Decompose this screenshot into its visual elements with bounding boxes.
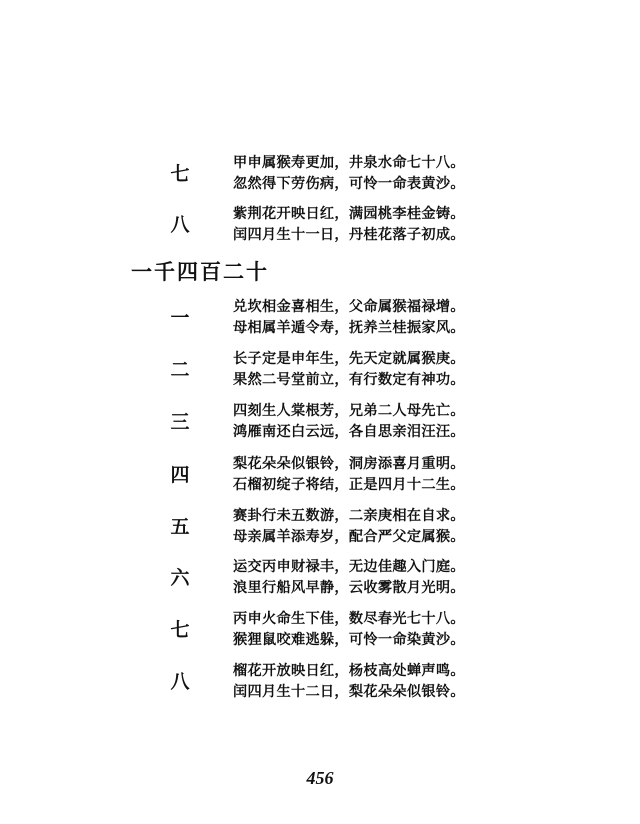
entry-number: 六	[170, 567, 190, 589]
verse-line: 四刻生人棠根芳，兄弟二人母先亡。	[233, 403, 465, 419]
entry-number: 一	[170, 307, 190, 329]
verse-line: 母亲属羊添寿岁，配合严父定属猴。	[233, 529, 465, 545]
verse-line: 母相属羊遁令寿，抚养兰桂振家风。	[233, 320, 465, 336]
verse-entry-8	[0, 661, 640, 707]
entry-number: 七	[170, 619, 190, 641]
verse-line: 兑坎相金喜相生，父命属猴福禄增。	[233, 299, 465, 315]
verse-entry-6	[0, 557, 640, 603]
verse-entry-5	[0, 506, 640, 552]
verse-line: 猴狸鼠咬难逃躲，可怜一命染黄沙。	[233, 632, 465, 648]
verse-line: 榴花开放映日红，杨枝高处蝉声鸣。	[233, 663, 465, 679]
verse-line: 闰四月生十二日，梨花朵朵似银铃。	[233, 684, 465, 700]
verse-entry-2	[0, 349, 640, 395]
verse-entry-top-7	[0, 153, 640, 199]
verse-line: 鸿雁南还白云远，各自思亲泪汪汪。	[233, 424, 465, 440]
entry-number: 三	[170, 411, 190, 433]
entry-number: 五	[170, 516, 190, 538]
verse-entry-7	[0, 609, 640, 655]
entry-number: 七	[170, 163, 190, 185]
verse-line: 紫荆花开映日红，满园桃李桂金铸。	[233, 206, 465, 222]
verse-line: 甲申属猴寿更加，井泉水命七十八。	[233, 155, 465, 171]
verse-line: 丙申火命生下佳，数尽春光七十八。	[233, 611, 465, 627]
verse-line: 赛卦行未五数游，二亲庚相在自求。	[233, 508, 465, 524]
entry-number: 二	[170, 359, 190, 381]
verse-line: 浪里行船风早静，云收雾散月光明。	[233, 580, 465, 596]
verse-line: 石榴初绽子将结，正是四月十二生。	[233, 477, 465, 493]
entry-number: 八	[170, 214, 190, 236]
verse-entry-3	[0, 401, 640, 447]
verse-entry-1	[0, 297, 640, 343]
entry-number: 八	[170, 671, 190, 693]
verse-line: 忽然得下劳伤病，可怜一命表黄沙。	[233, 176, 465, 192]
verse-line: 长子定是申年生，先天定就属猴庚。	[233, 351, 465, 367]
entry-number: 四	[170, 464, 190, 486]
verse-line: 运交丙申财禄丰，无边佳趣入门庭。	[233, 559, 465, 575]
verse-line: 果然二号堂前立，有行数定有神功。	[233, 372, 465, 388]
verse-entry-top-8	[0, 204, 640, 250]
verse-line: 梨花朵朵似银铃，洞房添喜月重明。	[233, 456, 465, 472]
section-heading: 一千四百二十	[131, 259, 269, 284]
verse-line: 闰四月生十一日，丹桂花落子初成。	[233, 227, 465, 243]
page-number: 456	[306, 768, 334, 788]
verse-entry-4	[0, 454, 640, 500]
